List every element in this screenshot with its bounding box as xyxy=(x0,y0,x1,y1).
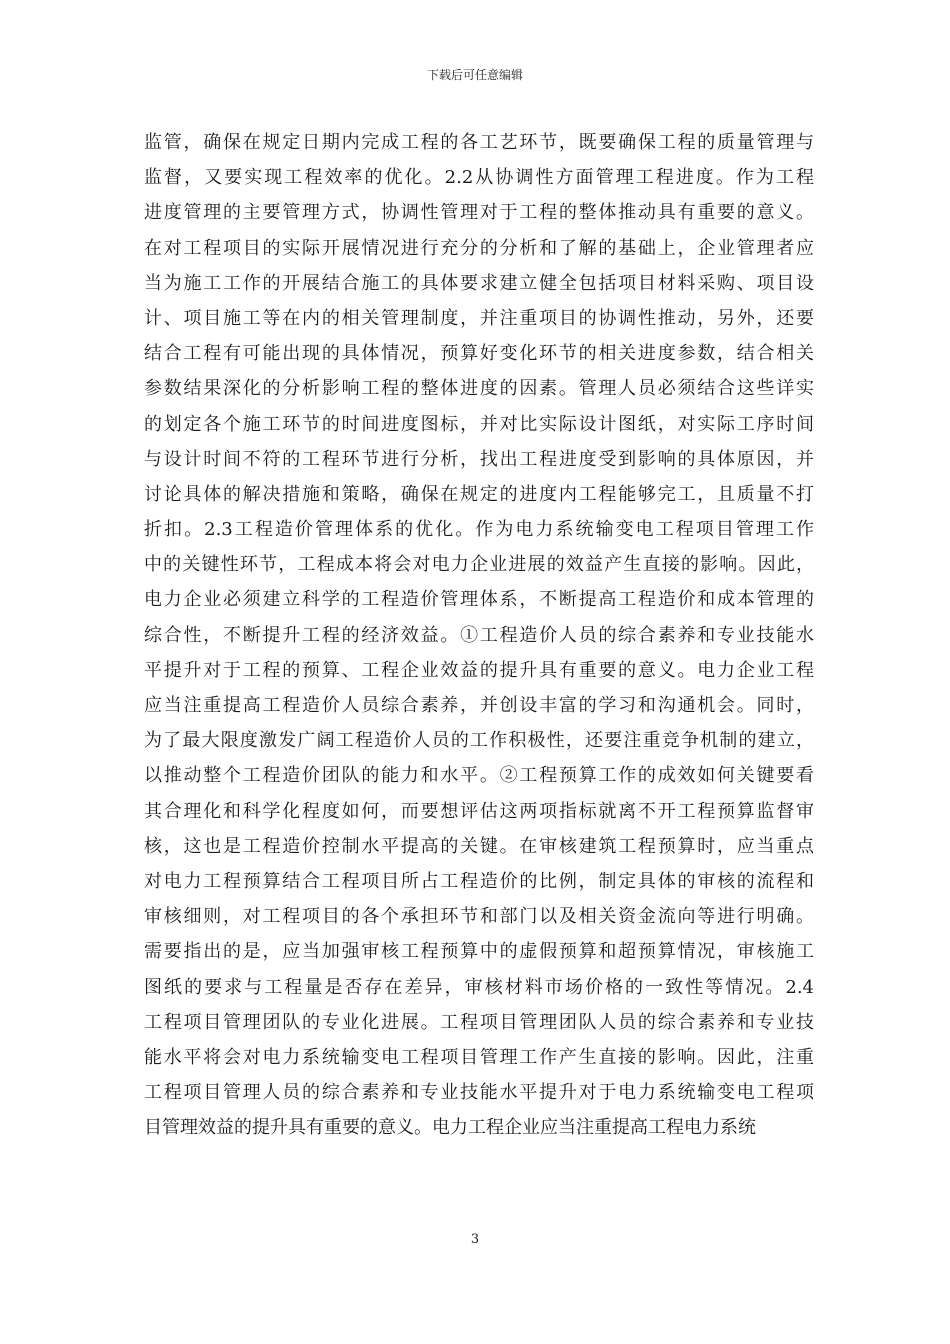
text-line: 能水平将会对电力系统输变电工程项目管理工作产生直接的影响。因此，注重 xyxy=(144,1046,814,1068)
text-line: 电力企业必须建立科学的工程造价管理体系，不断提高工程造价和成本管理的 xyxy=(144,589,814,611)
text-line: 与设计时间不符的工程环节进行分析，找出工程进度受到影响的具体原因，并 xyxy=(144,448,814,470)
text-line: 的划定各个施工环节的时间进度图标，并对比实际设计图纸，对实际工序时间 xyxy=(144,413,814,435)
text-line: 中的关键性环节，工程成本将会对电力企业进展的效益产生直接的影响。因此， xyxy=(144,554,814,576)
text-line: 目管理效益的提升具有重要的意义。电力工程企业应当注重提高工程电力系统 xyxy=(144,1117,756,1139)
text-line: 综合性，不断提升工程的经济效益。①工程造价人员的综合素养和专业技能水 xyxy=(144,624,814,646)
text-line: 参数结果深化的分析影响工程的整体进度的因素。管理人员必须结合这些详实 xyxy=(144,378,814,400)
text-line: 对电力工程预算结合工程项目所占工程造价的比例，制定具体的审核的流程和 xyxy=(144,870,814,892)
text-line: 平提升对于工程的预算、工程企业效益的提升具有重要的意义。电力企业工程 xyxy=(144,659,814,681)
text-line: 进度管理的主要管理方式，协调性管理对于工程的整体推动具有重要的意义。 xyxy=(144,202,814,224)
text-line: 以推动整个工程造价团队的能力和水平。②工程预算工作的成效如何关键要看 xyxy=(144,765,814,787)
text-line: 结合工程有可能出现的具体情况，预算好变化环节的相关进度参数，结合相关 xyxy=(144,343,814,365)
text-line: 讨论具体的解决措施和策略，确保在规定的进度内工程能够完工，且质量不打 xyxy=(144,483,814,505)
text-line: 其合理化和科学化程度如何，而要想评估这两项指标就离不开工程预算监督审 xyxy=(144,800,814,822)
text-line: 核，这也是工程造价控制水平提高的关键。在审核建筑工程预算时，应当重点 xyxy=(144,835,814,857)
text-line: 监督，又要实现工程效率的优化。2.2从协调性方面管理工程进度。作为工程 xyxy=(144,167,814,189)
text-line: 为了最大限度激发广阔工程造价人员的工作积极性，还要注重竞争机制的建立， xyxy=(144,730,814,752)
text-line: 折扣。2.3工程造价管理体系的优化。作为电力系统输变电工程项目管理工作 xyxy=(144,519,814,541)
text-line: 应当注重提高工程造价人员综合素养，并创设丰富的学习和沟通机会。同时， xyxy=(144,695,814,716)
text-line: 当为施工工作的开展结合施工的具体要求建立健全包括项目材料采购、项目设 xyxy=(144,272,814,294)
text-line: 图纸的要求与工程量是否存在差异，审核材料市场价格的一致性等情况。2.4 xyxy=(144,976,814,998)
text-line: 在对工程项目的实际开展情况进行充分的分析和了解的基础上，企业管理者应 xyxy=(144,237,814,259)
text-line: 监管，确保在规定日期内完成工程的各工艺环节，既要确保工程的质量管理与 xyxy=(144,132,814,153)
page-number: 3 xyxy=(470,1232,480,1247)
body-text xyxy=(144,125,814,1145)
text-line: 工程项目管理人员的综合素养和专业技能水平提升对于电力系统输变电工程项 xyxy=(144,1082,814,1104)
text-line: 计、项目施工等在内的相关管理制度，并注重项目的协调性推动，另外，还要 xyxy=(144,307,814,329)
text-line: 需要指出的是，应当加强审核工程预算中的虚假预算和超预算情况，审核施工 xyxy=(144,941,814,963)
text-line: 审核细则，对工程项目的各个承担环节和部门以及相关资金流向等进行明确。 xyxy=(144,906,814,928)
page-header: 下载后可任意编辑 xyxy=(426,68,523,82)
text-line: 工程项目管理团队的专业化进展。工程项目管理团队人员的综合素养和专业技 xyxy=(144,1011,814,1033)
